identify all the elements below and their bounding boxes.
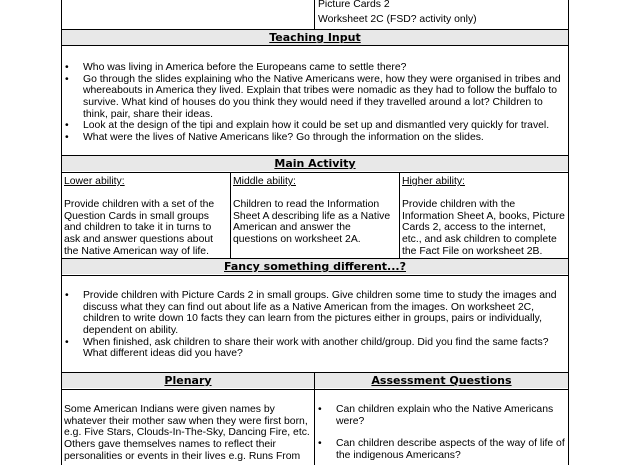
list-item: • Can children explain who the Native Americans were?: [318, 404, 554, 427]
bullet-icon: •: [65, 131, 69, 143]
row-line: [61, 275, 569, 276]
teaching-input-heading: Teaching Input: [62, 30, 568, 45]
list-item: • Look at the design of the tipi and explain how it could be set up and dismantled very quickly for travel.: [65, 120, 550, 132]
table-border-left: [61, 0, 62, 465]
row-line: [61, 45, 569, 46]
row-line: [61, 172, 569, 173]
bullet-icon: •: [318, 438, 322, 450]
list-item: • Who was living in America before the Europeans came to settle there?: [65, 62, 407, 73]
resource-line: Worksheet 2C (FSD? activity only): [318, 14, 477, 25]
ability-divider: [230, 172, 231, 259]
middle-ability-text: Children to read the Information Sheet A describing life as a Native American and answer the questions on worksheet 2A.: [233, 199, 391, 245]
plenary-text: Some American Indians were given names by whatever their mother saw when they were first born, e.g. Five Stars, Clouds-In-The-Sky, Dancing Fire, etc. Others gave themselves names to reflect their personalities or events in their lives e.g. Runs From: [64, 404, 310, 462]
list-item: • When finished, ask children to share their work with another child/group. Did you find the same facts? What different ideas did you have?: [65, 336, 549, 360]
list-item: • Can children describe aspects of the way of life of the indigenous Americans?: [318, 438, 565, 461]
lower-ability-text: Provide children with a set of the Question Cards in small groups and children to take it in turns to ask and answer questions about the Native American way of life.: [64, 199, 215, 257]
assessment-heading: Assessment Questions: [315, 373, 568, 388]
bullet-icon: •: [65, 290, 69, 301]
resource-line: Picture Cards 2: [318, 0, 390, 10]
higher-ability-text: Provide children with the Information Sheet A, books, Picture Cards 2, access to the internet, etc., and ask children to complete the Fact File on worksheet 2B.: [402, 199, 565, 257]
table-border-right: [568, 0, 569, 465]
bullet-icon: •: [65, 73, 69, 85]
teaching-input-list: [64, 62, 568, 143]
list-item: • Provide children with Picture Cards 2 in small groups. Give children some time to study the images and discuss what they can find out about life as a Native American from the images. On worksheet 2C, children to write down 10 facts they can learn from the pictures either in groups, pairs or individually, dependent on ability.: [65, 290, 557, 336]
higher-ability-title: Higher ability:: [402, 176, 465, 187]
bullet-icon: •: [65, 120, 69, 132]
fancy-heading: Fancy something different...?: [62, 259, 568, 274]
bullet-icon: •: [65, 336, 69, 348]
top-column-divider: [314, 0, 315, 30]
bullet-icon: •: [65, 62, 69, 73]
fancy-list: [64, 290, 566, 360]
list-item: • What were the lives of Native Americans like? Go through the information on the slides.: [65, 131, 484, 143]
plenary-heading: Plenary: [62, 373, 314, 388]
middle-ability-title: Middle ability:: [233, 176, 296, 187]
assessment-list: [317, 404, 567, 462]
row-line: [61, 389, 569, 390]
ability-divider: [399, 172, 400, 259]
lower-ability-title: Lower ability:: [64, 176, 125, 187]
bullet-icon: •: [318, 404, 322, 415]
main-activity-heading: Main Activity: [62, 156, 568, 171]
list-item: • Go through the slides explaining who the Native Americans were, how they were organised in tribes and whereabouts in America they lived. Explain that tribes were nomadic as they had to follow the buffalo to survive. What kind of houses do you think they would need if they travelled around a lot? Children to think, pair, share their ideas.: [65, 73, 561, 120]
